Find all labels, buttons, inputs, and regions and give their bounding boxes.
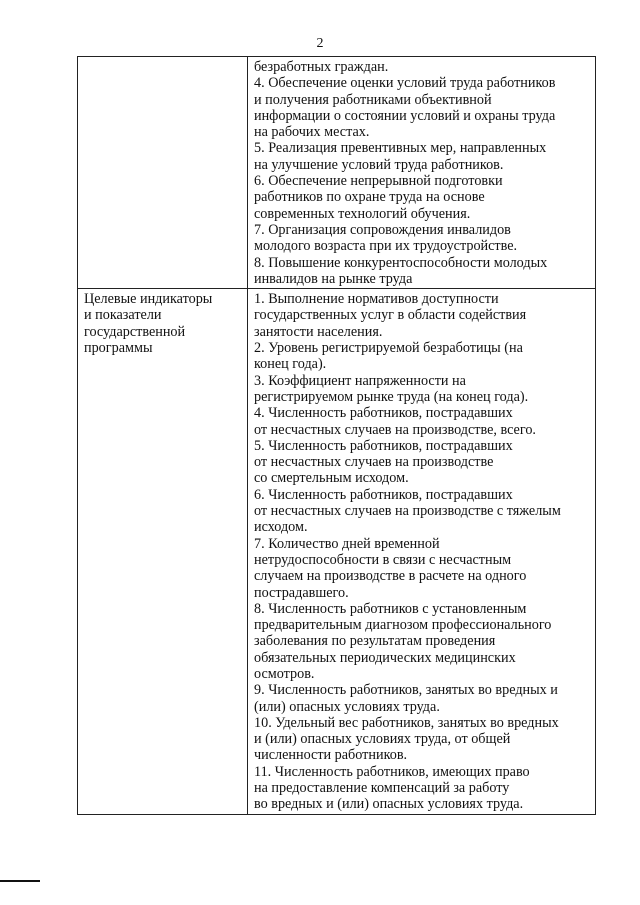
row-content-line: 5. Численность работников, пострадавших bbox=[254, 437, 513, 454]
footer-rule bbox=[0, 880, 40, 882]
row-content-line: на улучшение условий труда работников. bbox=[254, 156, 504, 173]
row-content-line: на предоставление компенсаций за работу bbox=[254, 780, 510, 797]
table-row bbox=[78, 57, 596, 289]
row-content-line: 5. Реализация превентивных мер, направленных bbox=[254, 140, 547, 157]
row-content-line: во вредных и (или) опасных условиях труда. bbox=[254, 796, 524, 813]
row-content-line: молодого возраста при их трудоустройстве. bbox=[254, 238, 518, 255]
row-content-line: современных технологий обучения. bbox=[254, 205, 471, 222]
row-content-line: численности работников. bbox=[254, 747, 408, 764]
row-content-line: предварительным диагнозом профессионального bbox=[254, 617, 552, 634]
row-content-line: 6. Обеспечение непрерывной подготовки bbox=[254, 173, 503, 190]
row-label-line: государственной bbox=[84, 323, 186, 340]
row-content-line: инвалидов на рынке труда bbox=[254, 270, 413, 287]
row-content-line: исходом. bbox=[254, 519, 308, 536]
row-content-line: 2. Уровень регистрируемой безработицы (на bbox=[254, 340, 523, 357]
row-content-line: и получения работниками объективной bbox=[254, 91, 492, 108]
row-content-cell bbox=[248, 57, 596, 289]
row-content-line: 4. Численность работников, пострадавших bbox=[254, 405, 513, 422]
row-content-line: и (или) опасных условиях труда, от общей bbox=[254, 731, 511, 748]
table-body bbox=[78, 57, 596, 815]
row-content-line: государственных услуг в области содействия bbox=[254, 307, 527, 324]
row-content-line: 11. Численность работников, имеющих право bbox=[254, 763, 530, 780]
row-content-line: (или) опасных условиях труда. bbox=[254, 698, 440, 715]
row-content-line: 7. Организация сопровождения инвалидов bbox=[254, 221, 511, 238]
row-content-line: на рабочих местах. bbox=[254, 124, 370, 141]
row-content-line: нетрудоспособности в связи с несчастным bbox=[254, 551, 512, 568]
row-content-line: обязательных периодических медицинских bbox=[254, 649, 516, 666]
row-label-line: и показатели bbox=[84, 307, 162, 324]
row-label-cell bbox=[78, 57, 248, 289]
row-content-line: конец года). bbox=[254, 356, 327, 373]
row-label-cell bbox=[78, 289, 248, 815]
row-content-line: информации о состоянии условий и охраны труда bbox=[254, 107, 556, 124]
row-content-line: от несчастных случаев на производстве bbox=[254, 454, 494, 471]
row-content-line: 4. Обеспечение оценки условий труда работников bbox=[254, 75, 556, 92]
row-content-line: 10. Удельный вес работников, занятых во вредных bbox=[254, 714, 559, 731]
row-content-line: со смертельным исходом. bbox=[254, 470, 409, 487]
row-content-line: от несчастных случаев на производстве, всего. bbox=[254, 421, 536, 438]
row-content-line: 8. Численность работников с установленным bbox=[254, 600, 527, 617]
row-content-line: занятости населения. bbox=[254, 323, 383, 340]
table-row bbox=[78, 289, 596, 815]
program-passport-table bbox=[77, 56, 596, 815]
row-content-line: 8. Повышение конкурентоспособности молодых bbox=[254, 254, 548, 271]
row-content-line: от несчастных случаев на производстве с тяжелым bbox=[254, 503, 561, 520]
row-content-line: безработных граждан. bbox=[254, 59, 389, 75]
row-content-line: работников по охране труда на основе bbox=[254, 189, 485, 206]
row-content-line: 1. Выполнение нормативов доступности bbox=[254, 291, 499, 308]
row-content-line: заболевания по результатам проведения bbox=[254, 633, 496, 650]
row-content-line: 6. Численность работников, пострадавших bbox=[254, 486, 513, 503]
row-content-line: 3. Коэффициент напряженности на bbox=[254, 372, 466, 389]
page-number: 2 bbox=[316, 36, 324, 51]
row-content-line: случаем на производстве в расчете на одного bbox=[254, 568, 527, 585]
row-content-line: пострадавшего. bbox=[254, 584, 349, 601]
row-content-line: регистрируемом рынке труда (на конец года). bbox=[254, 388, 529, 405]
row-label-line: программы bbox=[84, 340, 153, 357]
row-content-cell bbox=[248, 289, 596, 815]
row-content-line: осмотров. bbox=[254, 665, 315, 682]
row-content-line: 7. Количество дней временной bbox=[254, 535, 440, 552]
row-label-line: Целевые индикаторы bbox=[84, 291, 213, 308]
row-content-line: 9. Численность работников, занятых во вредных и bbox=[254, 682, 558, 699]
